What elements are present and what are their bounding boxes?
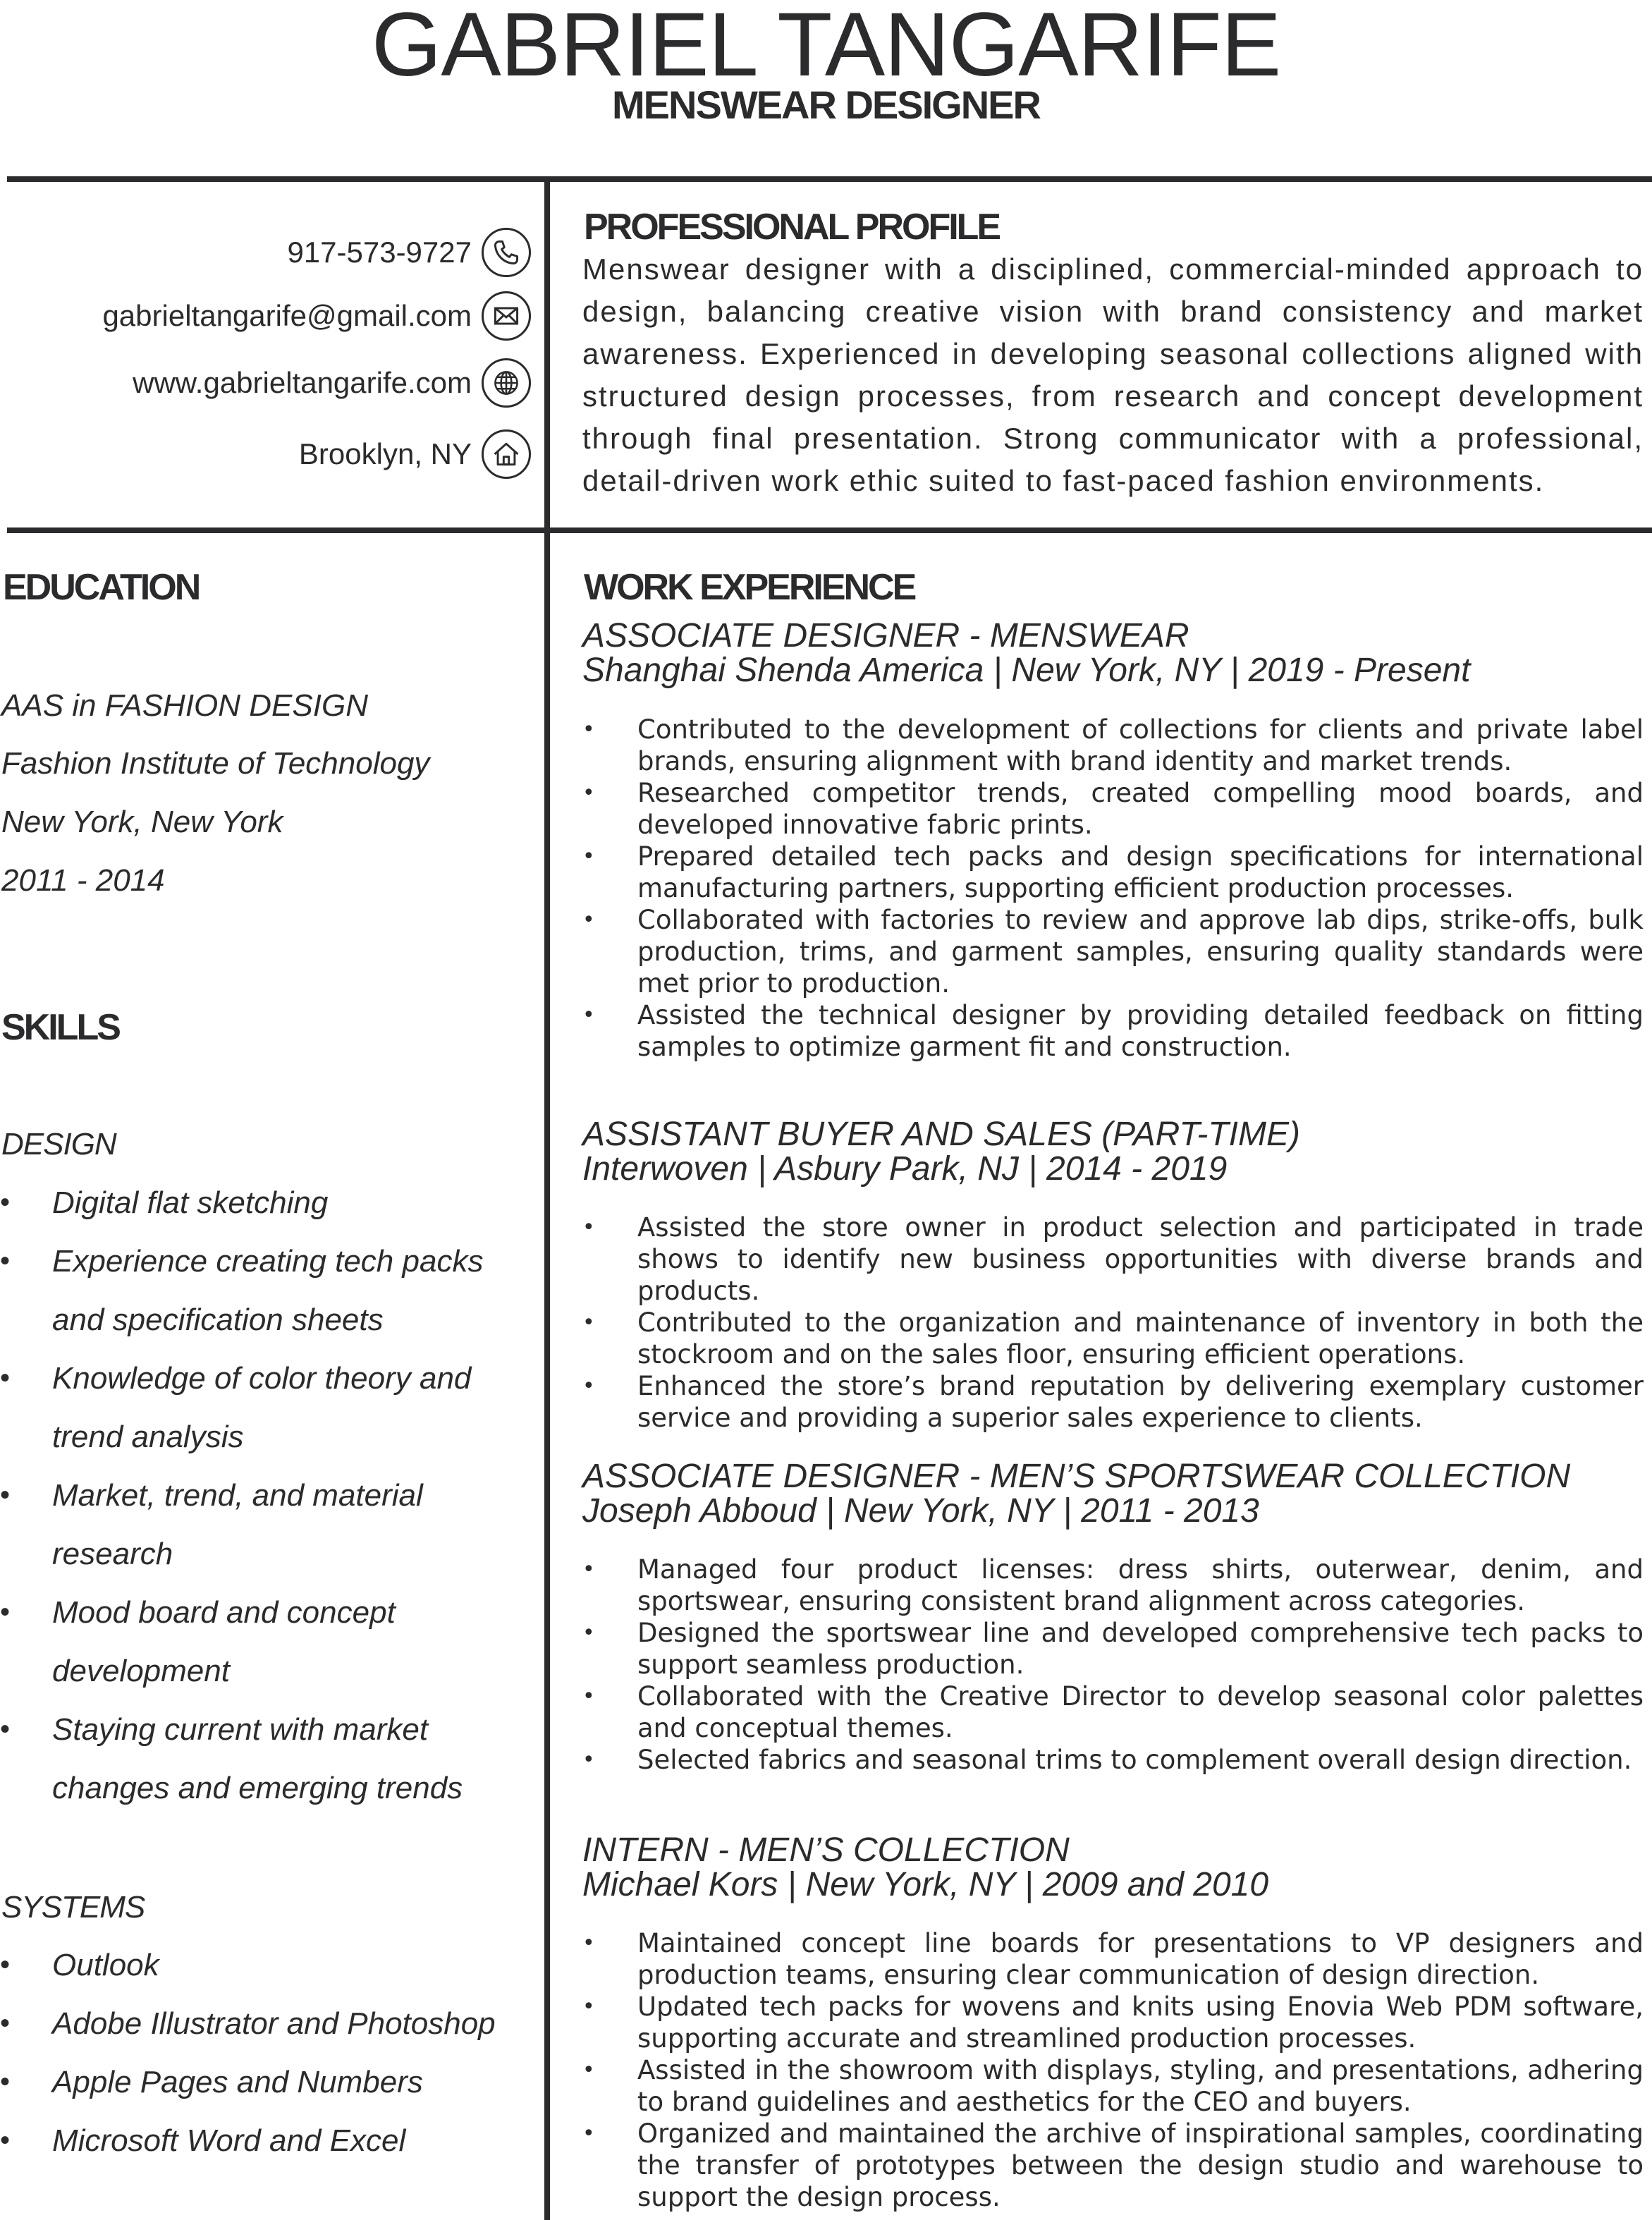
job-bullet: • Prepared detailed tech packs and design specifications for international manufacturing partners, supporting efficient production processes. [582, 841, 1644, 904]
contact-location [299, 429, 531, 479]
contact-phone [287, 228, 531, 277]
job-bullets [582, 714, 1644, 1063]
job-bullet: • Assisted the technical designer by providing detailed feedback on fitting samples to optimize garment fit and construction. [582, 999, 1644, 1063]
job-title: ASSISTANT BUYER AND SALES (PART-TIME) [582, 1116, 1300, 1153]
system-item: • Outlook [0, 1948, 159, 1982]
job-meta: Michael Kors | New York, NY | 2009 and 2010 [582, 1866, 1269, 1903]
job-bullet: • Contributed to the organization and maintenance of inventory in both the stockroom and on the sales floor, ensuring efficient operations. [582, 1307, 1644, 1370]
home-icon [482, 429, 531, 479]
job-bullet: • Researched competitor trends, created compelling mood boards, and developed innovative fabric prints. [582, 777, 1644, 841]
skills-heading: SKILLS [1, 1007, 119, 1048]
skill-item: • Knowledge of color theory and trend analysis [0, 1361, 472, 1454]
phone-text: 917-573-9727 [287, 236, 472, 269]
candidate-title: MENSWEAR DESIGNER [612, 83, 1040, 127]
education-years: 2011 - 2014 [1, 863, 165, 898]
skills-design-label: DESIGN [1, 1127, 116, 1161]
skill-item: • Experience creating tech packs and specification sheets [0, 1244, 484, 1337]
email-text: gabrieltangarife@gmail.com [102, 299, 472, 332]
job-bullets [582, 1927, 1644, 2213]
job-bullet: • Organized and maintained the archive of inspirational samples, coordinating the transfer of prototypes between the design studio and warehouse to support the design process. [582, 2118, 1644, 2213]
job-meta: Joseph Abboud | New York, NY | 2011 - 2013 [582, 1492, 1259, 1530]
column-divider [544, 176, 550, 2220]
globe-icon [482, 358, 531, 408]
job-bullet: • Maintained concept line boards for presentations to VP designers and production teams, ensuring clear communication of design direction. [582, 1927, 1644, 1991]
contact-website [133, 358, 531, 408]
job-bullet: • Assisted in the showroom with displays, styling, and presentations, adhering to brand guidelines and aesthetics for the CEO and buyers. [582, 2054, 1644, 2118]
job-bullet: • Designed the sportswear line and developed comprehensive tech packs to support seamless production. [582, 1617, 1644, 1681]
job-bullet: • Updated tech packs for wovens and knits using Enovia Web PDM software, supporting accurate and streamlined production processes. [582, 1991, 1644, 2054]
education-school: Fashion Institute of Technology [1, 746, 430, 781]
middle-divider [7, 527, 1652, 533]
job-title: ASSOCIATE DESIGNER - MEN’S SPORTSWEAR COLLECTION [582, 1458, 1571, 1495]
job-bullet: • Managed four product licenses: dress shirts, outerwear, denim, and sportswear, ensuring consistent brand alignment across categories. [582, 1554, 1644, 1617]
profile-heading: PROFESSIONAL PROFILE [584, 207, 1000, 248]
candidate-name: GABRIEL TANGARIFE [371, 0, 1281, 95]
profile-summary: Menswear designer with a disciplined, commercial-minded approach to design, balancing creative vision with brand consistency and market awareness. Experienced in developing seasonal collections aligned with structured design processes, from research and concept development through final presentation. Strong communicator with a professional, detail-driven work ethic suited to fast-paced fashion environments. [582, 252, 1644, 497]
system-item: • Microsoft Word and Excel [0, 2123, 406, 2158]
phone-icon [482, 228, 531, 277]
top-divider [7, 176, 1652, 182]
job-meta: Interwoven | Asbury Park, NJ | 2014 - 2019 [582, 1150, 1228, 1188]
job-meta: Shanghai Shenda America | New York, NY | 2019 - Present [582, 652, 1471, 689]
job-bullets [582, 1212, 1644, 1434]
contact-email [102, 291, 531, 341]
system-item: • Apple Pages and Numbers [0, 2065, 423, 2099]
job-bullet: • Assisted the store owner in product selection and participated in trade shows to identify new business opportunities with diverse brands and products. [582, 1212, 1644, 1307]
education-location: New York, New York [1, 805, 283, 839]
website-text: www.gabrieltangarife.com [133, 366, 472, 399]
skill-item: • Digital flat sketching [0, 1185, 329, 1220]
job-bullet: • Contributed to the development of collections for clients and private label brands, ensuring alignment with brand identity and market trends. [582, 714, 1644, 777]
skill-item: • Mood board and concept development [0, 1595, 396, 1688]
skills-systems-label: SYSTEMS [1, 1890, 145, 1925]
education-degree: AAS in FASHION DESIGN [1, 688, 368, 723]
education-heading: EDUCATION [3, 567, 200, 608]
job-bullet: • Enhanced the store’s brand reputation by delivering exemplary customer service and providing a superior sales experience to clients. [582, 1370, 1644, 1434]
job-title: INTERN - MEN’S COLLECTION [582, 1831, 1070, 1869]
job-bullet: • Collaborated with the Creative Director to develop seasonal color palettes and conceptual themes. [582, 1681, 1644, 1744]
skill-item: • Market, trend, and material research [0, 1478, 423, 1571]
experience-heading: WORK EXPERIENCE [584, 567, 915, 608]
system-item: • Adobe Illustrator and Photoshop [0, 2006, 496, 2041]
job-bullet: • Collaborated with factories to review and approve lab dips, strike-offs, bulk production, trims, and garment samples, ensuring quality standards were met prior to production. [582, 904, 1644, 999]
job-bullets [582, 1554, 1644, 1776]
job-title: ASSOCIATE DESIGNER - MENSWEAR [582, 617, 1189, 654]
skill-item: • Staying current with market changes and emerging trends [0, 1712, 463, 1805]
mail-icon [482, 291, 531, 341]
job-bullet: • Selected fabrics and seasonal trims to complement overall design direction. [582, 1744, 1644, 1776]
location-text: Brooklyn, NY [298, 437, 472, 470]
